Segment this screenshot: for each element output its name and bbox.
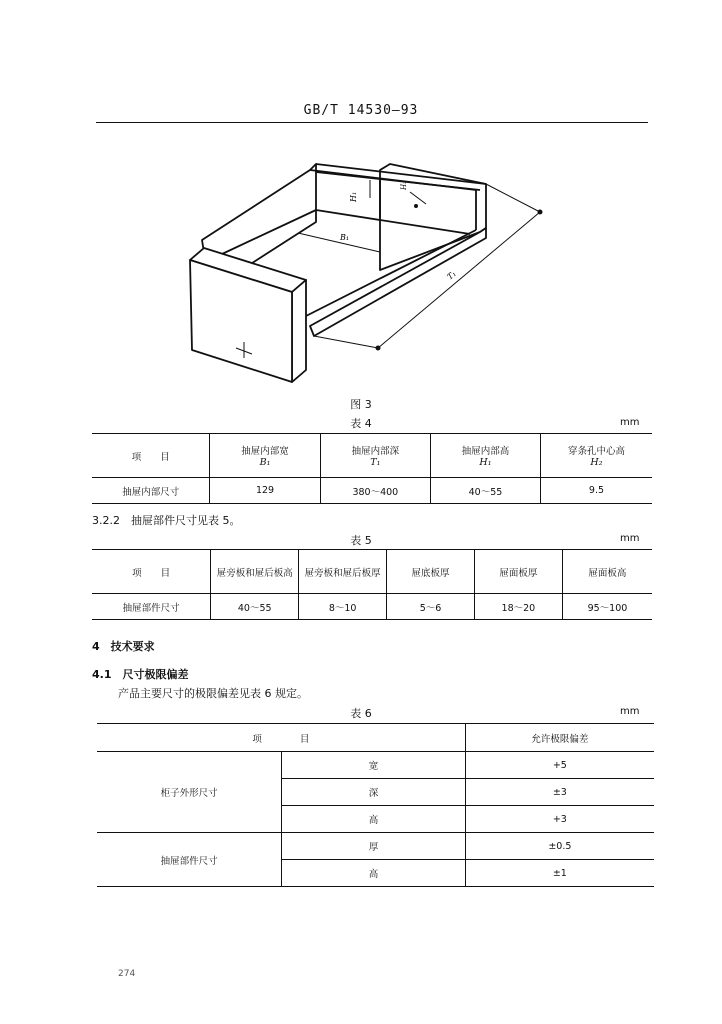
label-b1: B₁	[340, 233, 350, 242]
t5-cell: 5～6	[387, 594, 475, 620]
table-row	[97, 833, 654, 860]
table5-caption: 表 5	[350, 534, 372, 547]
page-number: 274	[118, 969, 136, 979]
table6-unit: mm	[620, 706, 640, 717]
t5-cell: 8～10	[299, 594, 387, 620]
section-4-1-heading: 4.1 尺寸极限偏差	[92, 668, 189, 681]
label-t1: T₁	[445, 269, 458, 282]
t5-cell: 18～20	[474, 594, 562, 620]
standard-code-header: GB/T 14530—93	[303, 103, 419, 118]
t6-dim: 深	[282, 779, 465, 806]
t4-col1-header: 抽屉内部宽 B₁	[210, 434, 320, 478]
t6-dim: 厚	[282, 833, 465, 860]
t6-dim: 宽	[282, 752, 465, 779]
t4-cell: 129	[210, 478, 320, 504]
t5-col5-header: 屉面板高	[562, 550, 652, 594]
drawer-isometric-figure	[180, 150, 560, 385]
t4-item-header: 项 目	[131, 451, 170, 463]
t4-cell: 9.5	[540, 478, 652, 504]
t4-cell: 40～55	[430, 478, 540, 504]
label-h1: H₁	[349, 191, 358, 202]
t4-col2-header: 抽屉内部深 T₁	[320, 434, 430, 478]
t5-col4-header: 屉面板厚	[474, 550, 562, 594]
t6-tol: ±1	[465, 860, 654, 887]
section-4-1-paragraph: 产品主要尺寸的极限偏差见表 6 规定。	[118, 687, 308, 700]
t5-cell: 40～55	[211, 594, 299, 620]
table-4	[92, 433, 652, 504]
table-6	[97, 723, 654, 887]
section-4-heading: 4 技术要求	[92, 640, 155, 653]
t5-cell: 95～100	[562, 594, 652, 620]
label-h2: H₂	[400, 181, 408, 190]
table4-unit: mm	[620, 417, 640, 428]
table-row	[92, 594, 652, 620]
t6-item-header: 项 目	[252, 733, 310, 745]
t6-tol: ±3	[465, 779, 654, 806]
t6-dim: 高	[282, 806, 465, 833]
t6-group1-label: 柜子外形尺寸	[160, 788, 218, 799]
figure-caption: 图 3	[350, 398, 372, 411]
t6-tol: ±0.5	[465, 833, 654, 860]
t4-cell: 380～400	[320, 478, 430, 504]
t4-col4-header: 穿条孔中心高 H₂	[540, 434, 652, 478]
t5-item-header: 项 目	[132, 567, 171, 579]
t6-tol: +3	[465, 806, 654, 833]
t6-tolerance-header: 允许极限偏差	[465, 724, 654, 752]
t6-tol: +5	[465, 752, 654, 779]
t6-group2-label: 抽屉部件尺寸	[160, 855, 218, 867]
t5-row-label: 抽屉部件尺寸	[122, 602, 180, 614]
table5-unit: mm	[620, 533, 640, 544]
t4-col3-header: 抽屉内部高 H₁	[430, 434, 540, 478]
table6-caption: 表 6	[350, 707, 372, 720]
table4-caption: 表 4	[350, 417, 372, 430]
table-row	[92, 478, 652, 504]
t5-col3-header: 屉底板厚	[387, 550, 475, 594]
table-5	[92, 549, 652, 620]
table-row	[97, 752, 654, 779]
t4-row-label: 抽屉内部尺寸	[122, 486, 180, 498]
t5-col1-header: 屉旁板和屉后板高	[211, 550, 299, 594]
header-rule	[96, 122, 648, 123]
t6-dim: 高	[282, 860, 465, 887]
section-3-2-2: 3.2.2 抽屉部件尺寸见表 5。	[92, 514, 241, 527]
t5-col2-header: 屉旁板和屉后板厚	[299, 550, 387, 594]
